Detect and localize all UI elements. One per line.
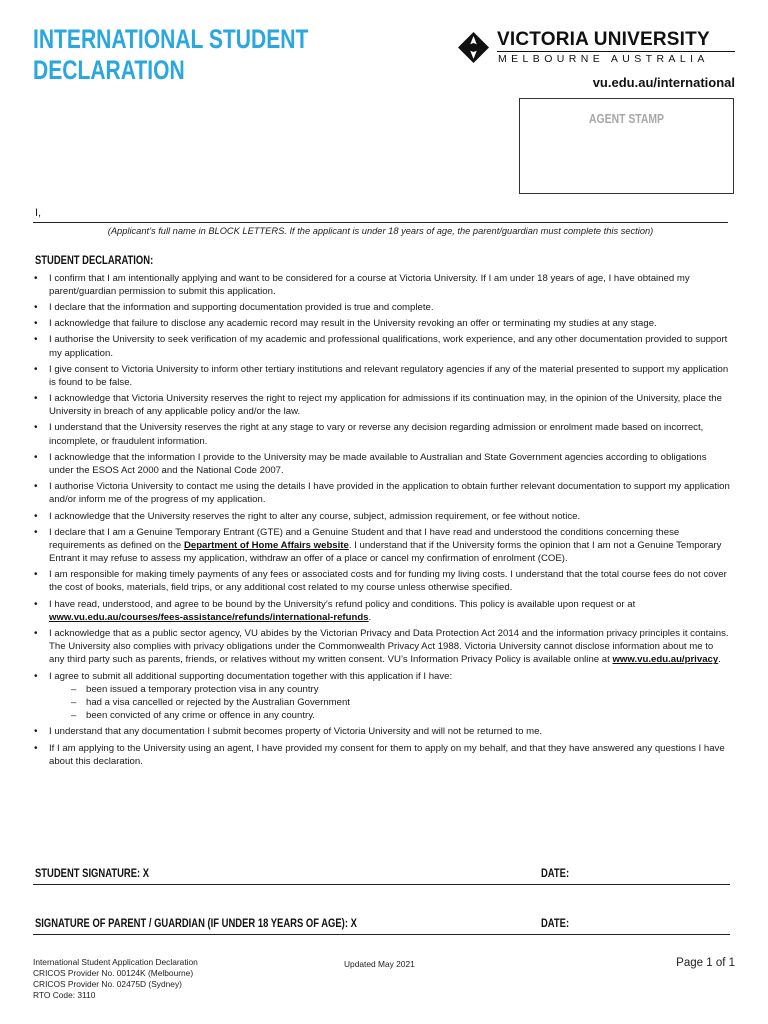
website-url: vu.edu.au/international: [592, 75, 735, 90]
student-signature-label: STUDENT SIGNATURE: X: [35, 868, 150, 880]
title-line-1: INTERNATIONAL STUDENT: [33, 24, 309, 54]
declaration-list: [33, 272, 731, 771]
list-item-agent: • If I am applying to the University using an agent, I have provided my consent for them to apply on my behalf, and that they have answered any questions I have about this declaration.: [33, 742, 731, 769]
submit-sub-list: [49, 683, 731, 723]
list-item-privacy: [33, 627, 731, 667]
applicant-name-note: (Applicant’s full name in BLOCK LETTERS. If the applicant is under 18 years of age, the parent/guardian must complete this section): [107, 226, 654, 236]
privacy-text-end: .: [718, 654, 721, 666]
university-logo: [458, 29, 738, 67]
list-item: • I acknowledge that the information I provide to the University may be made available to Australian and State Government agencies according to obligations under the ESOS Act 2000 and the National Code 2007.: [33, 451, 731, 478]
gte-text-start: I declare that I am a Genuine Temporary Entrant (GTE) and a Genuine Student and that I have read and understood the conditions concerning these requirements as defined on the: [49, 526, 680, 551]
applicant-name-line[interactable]: [33, 222, 728, 223]
footer-cricos-sydney: CRICOS Provider No. 02475D (Sydney): [33, 979, 182, 989]
logo-university-name: VICTORIA UNIVERSITY: [497, 29, 710, 50]
agent-stamp-box: [519, 98, 734, 194]
page-number: Page 1 of 1: [676, 957, 735, 969]
list-item-refund: [33, 598, 731, 625]
sub-list-item: – been issued a temporary protection visa in any country: [71, 683, 731, 696]
list-item: • I confirm that I am intentionally applying and want to be considered for a course at Victoria University. If I am under 18 years of age, I have obtained my parent/guardian permission to submit this application.: [33, 272, 731, 299]
logo-location: MELBOURNE AUSTRALIA: [498, 53, 709, 65]
footer-info: [33, 957, 198, 1001]
student-declaration-title: STUDENT DECLARATION:: [35, 255, 154, 267]
footer-updated: Updated May 2021: [344, 959, 415, 969]
submit-intro: I agree to submit all additional supporting documentation together with this application if I have:: [49, 670, 453, 682]
privacy-policy-link[interactable]: www.vu.edu.au/privacy: [612, 654, 719, 666]
footer-doc-name: International Student Application Declaration: [33, 957, 198, 967]
home-affairs-link[interactable]: Department of Home Affairs website: [183, 539, 349, 551]
refund-text-end: .: [368, 611, 372, 623]
list-item: • I understand that the University reserves the right at any stage to vary or reverse any decision regarding admission or enrolment made based on incorrect, incomplete, or fraudulent information.: [33, 421, 731, 448]
sub-list-item: – had a visa cancelled or rejected by the Australian Government: [71, 696, 731, 709]
page-title: [33, 24, 308, 86]
parent-signature-label: SIGNATURE OF PARENT / GUARDIAN (IF UNDER 18 YEARS OF AGE): X: [35, 918, 357, 930]
applicant-name-prefix: I,: [35, 207, 42, 219]
list-item-property: • I understand that any documentation I submit becomes property of Victoria University and will not be returned to me.: [33, 725, 731, 738]
logo-divider: [497, 51, 735, 52]
parent-date-label: DATE:: [541, 918, 570, 930]
privacy-text-start: I acknowledge that as a public sector agency, VU abides by the Victorian Privacy and Data Protection Act 2014 and the information privacy principles it contains. The University also complies with privacy obligations under the Commonwealth Privacy Act 1988. Victoria University cannot disclose information about me to any third party such as parents, friends, or relatives without my written consent. VU’s Information Privacy Policy is available online at: [49, 627, 729, 666]
gte-text-end: . I understand that if the University forms the opinion that I am not a Genuine Temporary Entrant it may refuse to assess my application, withdraw an offer of a place or cancel my confirmation of enrolment (COE).: [49, 539, 722, 565]
list-item: • I acknowledge that Victoria University reserves the right to reject my application for admissions if its continuation may, in the opinion of the University, place the University in breach of any applicable policy and/or the law.: [33, 392, 731, 419]
footer-cricos-melbourne: CRICOS Provider No. 00124K (Melbourne): [33, 968, 194, 978]
footer-rto-code: RTO Code: 3110: [33, 990, 96, 1000]
student-date-label: DATE:: [541, 868, 570, 880]
list-item: • I give consent to Victoria University to inform other tertiary institutions and relevant regulatory agencies if any of the material presented to support my application is found to be false.: [33, 363, 731, 390]
sub-list-item: – been convicted of any crime or offence in any country.: [71, 709, 731, 722]
list-item: • I authorise the University to seek verification of my academic and professional qualifications, work experience, and any other documentation provided to support my application.: [33, 333, 731, 360]
list-item-submit: [33, 670, 731, 723]
refund-text-start: I have read, understood, and agree to be bound by the University’s refund policy and conditions. This policy is available upon request or at: [49, 598, 636, 610]
student-signature-line[interactable]: [33, 884, 730, 885]
title-line-2: DECLARATION: [33, 55, 185, 85]
agent-stamp-label: AGENT STAMP: [589, 111, 664, 126]
list-item-fees: • I am responsible for making timely payments of any fees or associated costs and for funding my living costs. I understand that the total course fees do not cover the cost of books, materials, field trips, or any additional cost related to my course unless otherwise specified.: [33, 568, 731, 595]
refund-policy-link[interactable]: www.vu.edu.au/courses/fees-assistance/refunds/international-refunds: [49, 611, 369, 623]
list-item: • I acknowledge that the University reserves the right to alter any course, subject, admission requirement, or fee without notice.: [33, 510, 731, 523]
list-item: • I declare that the information and supporting documentation provided is true and complete.: [33, 301, 731, 314]
list-item-gte: [33, 526, 731, 566]
list-item: • I acknowledge that failure to disclose any academic record may result in the University revoking an offer or terminating my studies at any stage.: [33, 317, 731, 330]
parent-signature-line[interactable]: [33, 934, 730, 935]
vu-diamond-logo-icon: [458, 32, 489, 63]
list-item: • I authorise Victoria University to contact me using the details I have provided in the application to obtain further relevant documentation to support my application and/or inform me of the progress of my application.: [33, 480, 731, 507]
